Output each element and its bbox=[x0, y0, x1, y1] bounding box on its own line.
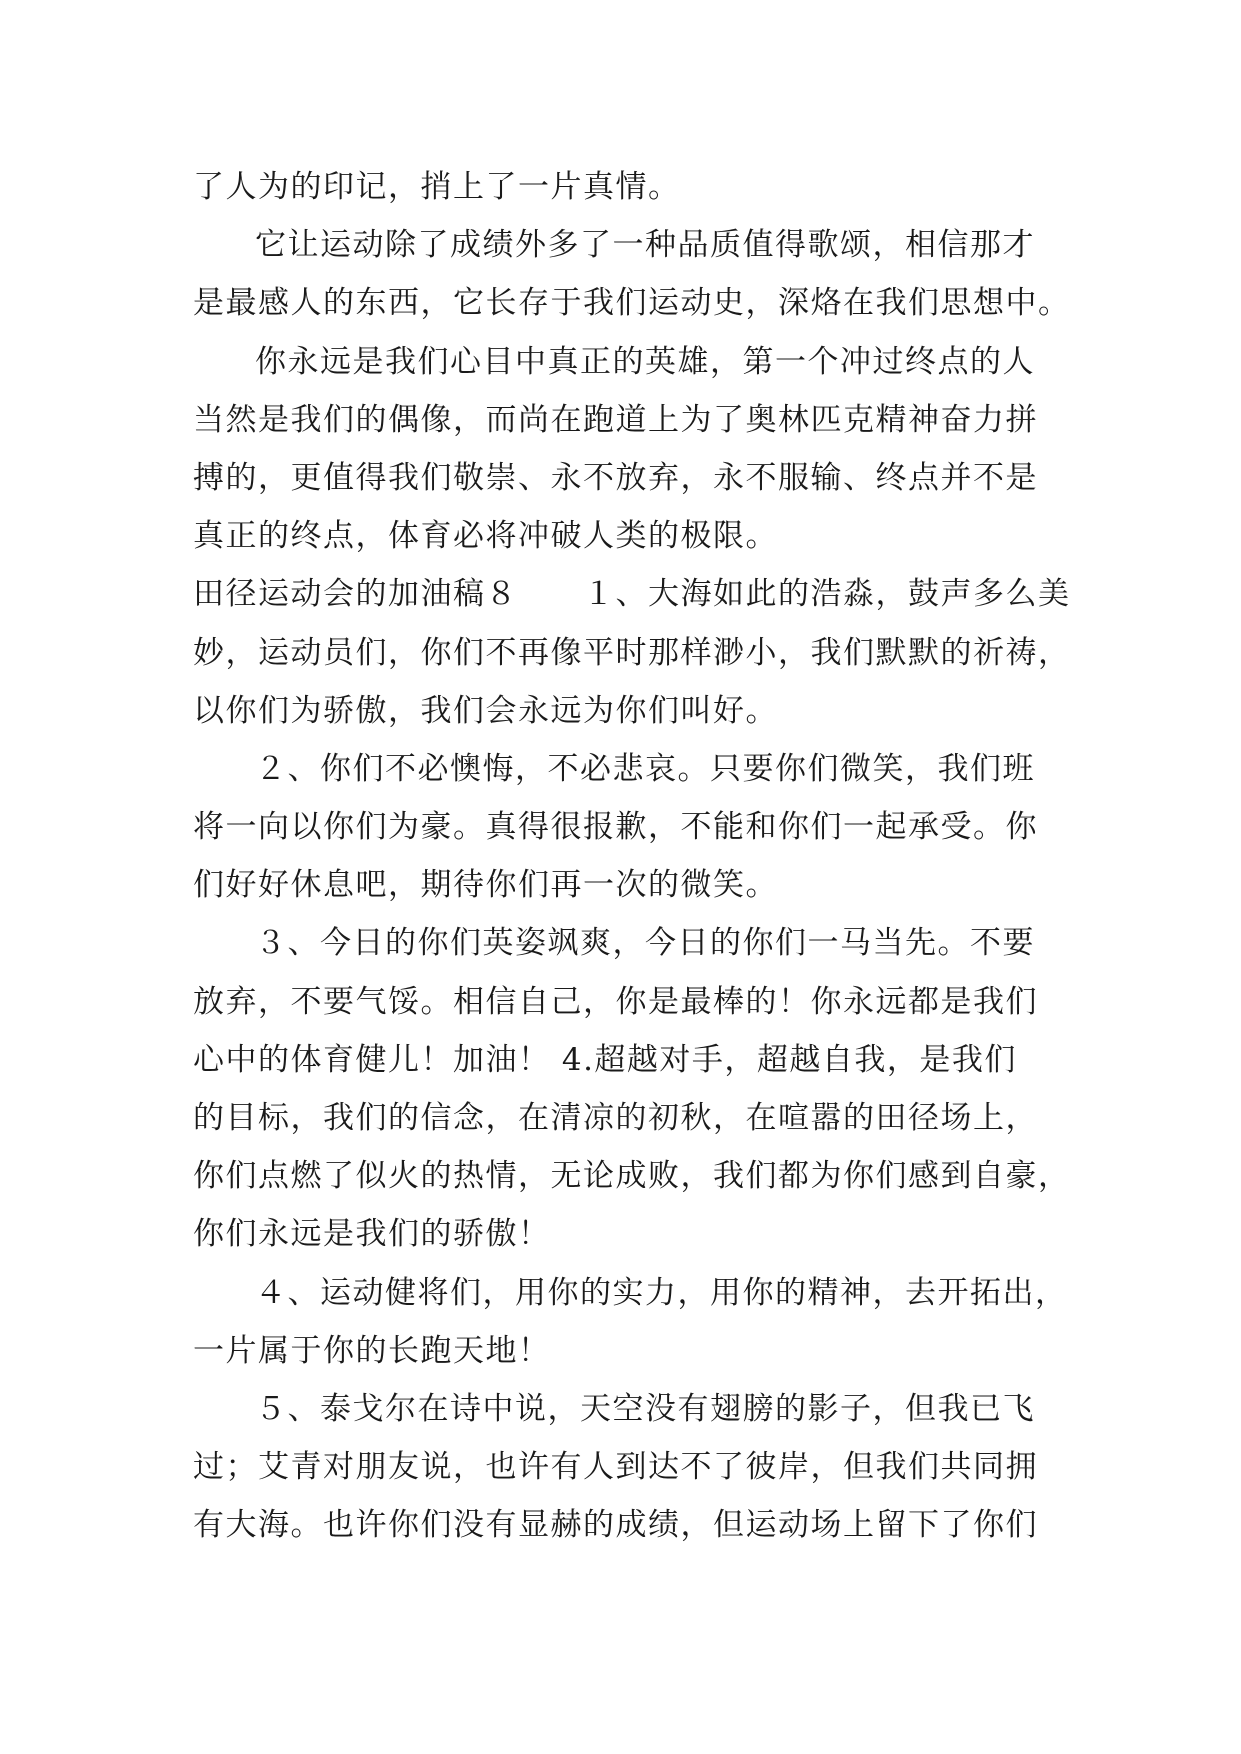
text-line: 你们永远是我们的骄傲！ bbox=[193, 1216, 551, 1253]
text-line: 你们点燃了似火的热情，无论成败，我们都为你们感到自豪， bbox=[193, 1158, 1071, 1195]
text-line: 了人为的印记，捎上了一片真情。 bbox=[193, 169, 681, 205]
body-text bbox=[193, 158, 1071, 1555]
text-line: 妙，运动员们，你们不再像平时那样渺小，我们默默的祈祷， bbox=[193, 634, 1071, 671]
text-line: 以你们为骄傲，我们会永远为你们叫好。 bbox=[193, 692, 778, 729]
text-line: 有大海。也许你们没有显赫的成绩，但运动场上留下了你们 bbox=[193, 1507, 1038, 1544]
text-line: 们好好休息吧，期待你们再一次的微笑。 bbox=[193, 867, 778, 904]
text-line: 将一向以你们为豪。真得很报歉，不能和你们一起承受。你 bbox=[193, 809, 1038, 846]
text-line: 搏的，更值得我们敬崇、永不放弃，永不服输、终点并不是 bbox=[193, 459, 1038, 496]
text-line: 真正的终点，体育必将冲破人类的极限。 bbox=[193, 518, 778, 555]
text-line: ２、你们不必懊悔，不必悲哀。只要你们微笑，我们班 bbox=[255, 750, 1035, 787]
text-line: ５、泰戈尔在诗中说，天空没有翅膀的影子，但我已飞 bbox=[255, 1390, 1035, 1427]
text-line: 它让运动除了成绩外多了一种品质值得歌颂，相信那才 bbox=[255, 227, 1035, 264]
text-line: 田径运动会的加油稿８ １、大海如此的浩淼，鼓声多么美 bbox=[193, 576, 1071, 613]
text-line: 心中的体育健儿！加油！ 4.超越对手，超越自我，是我们 bbox=[193, 1041, 1017, 1078]
text-line: 是最感人的东西，它长存于我们运动史，深烙在我们思想中。 bbox=[193, 285, 1071, 322]
text-line: 放弃，不要气馁。相信自己，你是最棒的！你永远都是我们 bbox=[193, 983, 1038, 1020]
text-line: 一片属于你的长跑天地！ bbox=[193, 1332, 551, 1369]
text-line: 的目标，我们的信念，在清凉的初秋，在喧嚣的田径场上， bbox=[193, 1100, 1038, 1136]
text-line: 你永远是我们心目中真正的英雄，第一个冲过终点的人 bbox=[255, 343, 1035, 380]
text-line: 当然是我们的偶像，而尚在跑道上为了奥林匹克精神奋力拼 bbox=[193, 401, 1038, 438]
text-line: ３、今日的你们英姿飒爽，今日的你们一马当先。不要 bbox=[255, 925, 1035, 962]
text-line: 过；艾青对朋友说，也许有人到达不了彼岸，但我们共同拥 bbox=[193, 1449, 1038, 1486]
text-line: ４、运动健将们，用你的实力，用你的精神，去开拓出， bbox=[255, 1274, 1068, 1311]
